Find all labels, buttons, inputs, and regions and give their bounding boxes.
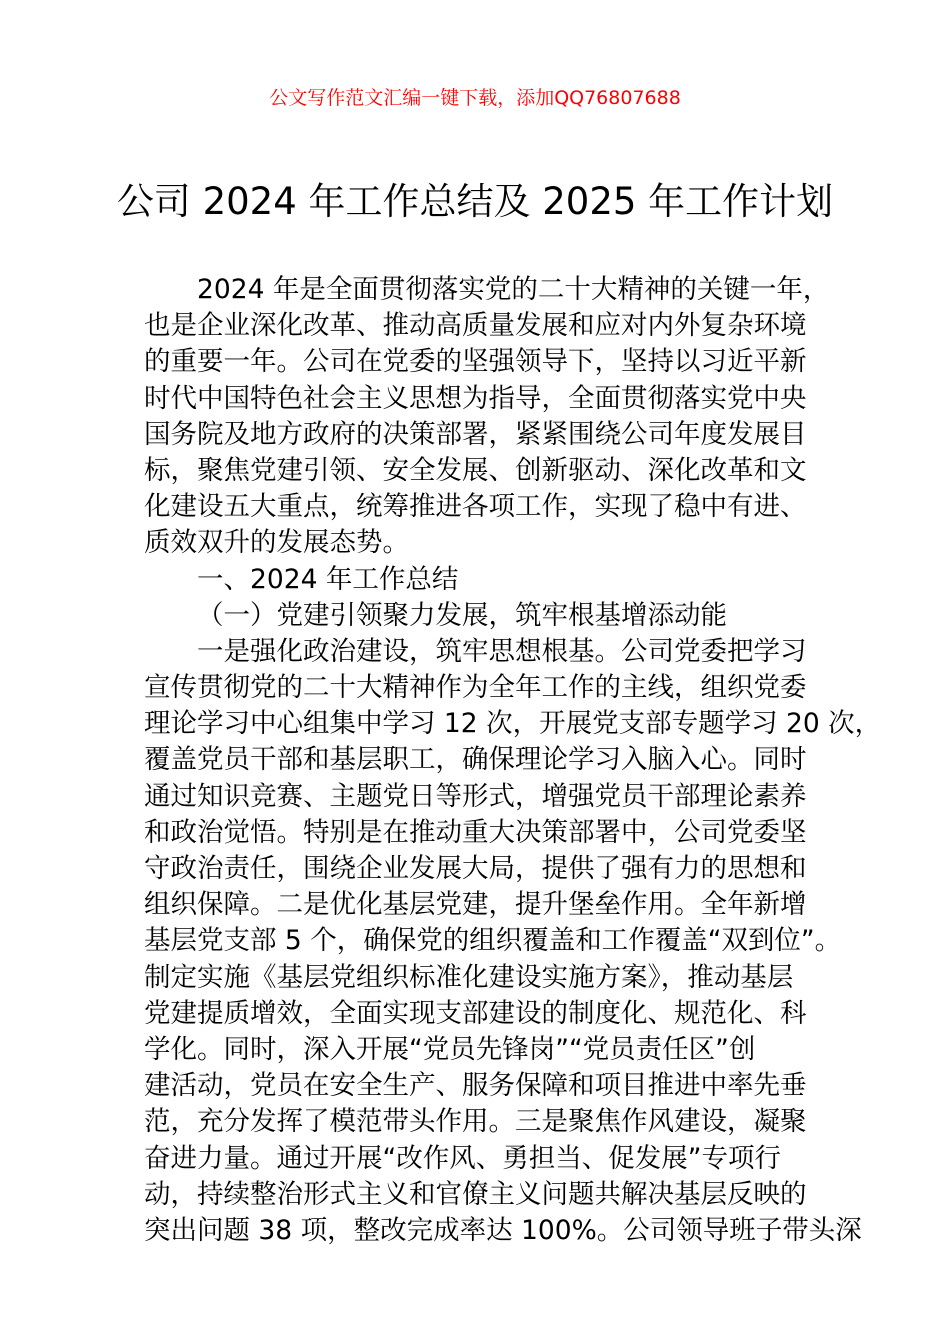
paragraph-line: 质效双升的发展态势。 xyxy=(144,527,409,559)
paragraph-line: 通过知识竞赛、主题党日等形式，增强党员干部理论素养 xyxy=(144,780,807,812)
paragraph-line: 制定实施《基层党组织标准化建设实施方案》，推动基层 xyxy=(144,961,794,993)
paragraph-line: 也是企业深化改革、推动高质量发展和应对内外复杂环境 xyxy=(144,310,807,342)
paragraph-line: 一是强化政治建设，筑牢思想根基。公司党委把学习 xyxy=(197,635,807,667)
paragraph-line: 守政治责任，围绕企业发展大局，提供了强有力的思想和 xyxy=(144,853,807,884)
paragraph-line: 党建提质增效，全面实现支部建设的制度化、规范化、科 xyxy=(144,997,807,1029)
paragraph-line: 和政治觉悟。特别是在推动重大决策部署中，公司党委坚 xyxy=(144,816,807,848)
paragraph-line: 奋进力量。通过开展“改作风、勇担当、促发展”专项行 xyxy=(144,1142,781,1174)
download-banner: 公文写作范文汇编一键下载，添加QQ76807688 xyxy=(269,87,681,109)
paragraph-line: 覆盖党员干部和基层职工，确保理论学习入脑入心。同时 xyxy=(144,744,807,776)
paragraph-line: 建活动，党员在安全生产、服务保障和项目推进中率先垂 xyxy=(144,1070,807,1102)
paragraph-line: 国务院及地方政府的决策部署，紧紧围绕公司年度发展目 xyxy=(144,418,807,450)
subsection-heading: （一）党建引领聚力发展，筑牢根基增添动能 xyxy=(197,599,727,631)
paragraph-line: 学化。同时，深入开展“党员先锋岗”“党员责任区”创 xyxy=(144,1033,756,1065)
paragraph-line: 动，持续整治形式主义和官僚主义问题共解决基层反映的 xyxy=(144,1178,807,1210)
paragraph-line: 范，充分发挥了模范带头作用。三是聚焦作风建设，凝聚 xyxy=(144,1106,807,1138)
paragraph-line: 时代中国特色社会主义思想为指导，全面贯彻落实党中央 xyxy=(144,382,807,414)
paragraph-line: 基层党支部 5 个，确保党的组织覆盖和工作覆盖“双到位”。 xyxy=(144,925,842,957)
paragraph-line: 2024 年是全面贯彻落实党的二十大精神的关键一年， xyxy=(197,274,830,305)
document-title: 公司 2024 年工作总结及 2025 年工作计划 xyxy=(116,180,834,223)
paragraph-line: 化建设五大重点，统筹推进各项工作，实现了稳中有进、 xyxy=(144,491,807,523)
paragraph-line: 的重要一年。公司在党委的坚强领导下，坚持以习近平新 xyxy=(144,346,807,378)
document-body xyxy=(144,272,882,1249)
section-heading: 一、2024 年工作总结 xyxy=(197,563,459,595)
paragraph-line: 组织保障。二是优化基层党建，提升堡垒作用。全年新增 xyxy=(144,889,807,921)
paragraph-line: 标，聚焦党建引领、安全发展、创新驱动、深化改革和文 xyxy=(144,454,807,486)
paragraph-line: 宣传贯彻党的二十大精神作为全年工作的主线，组织党委 xyxy=(144,672,807,704)
paragraph-line: 理论学习中心组集中学习 12 次，开展党支部专题学习 20 次， xyxy=(144,708,882,740)
paragraph-line: 突出问题 38 项，整改完成率达 100%。公司领导班子带头深 xyxy=(144,1214,862,1246)
